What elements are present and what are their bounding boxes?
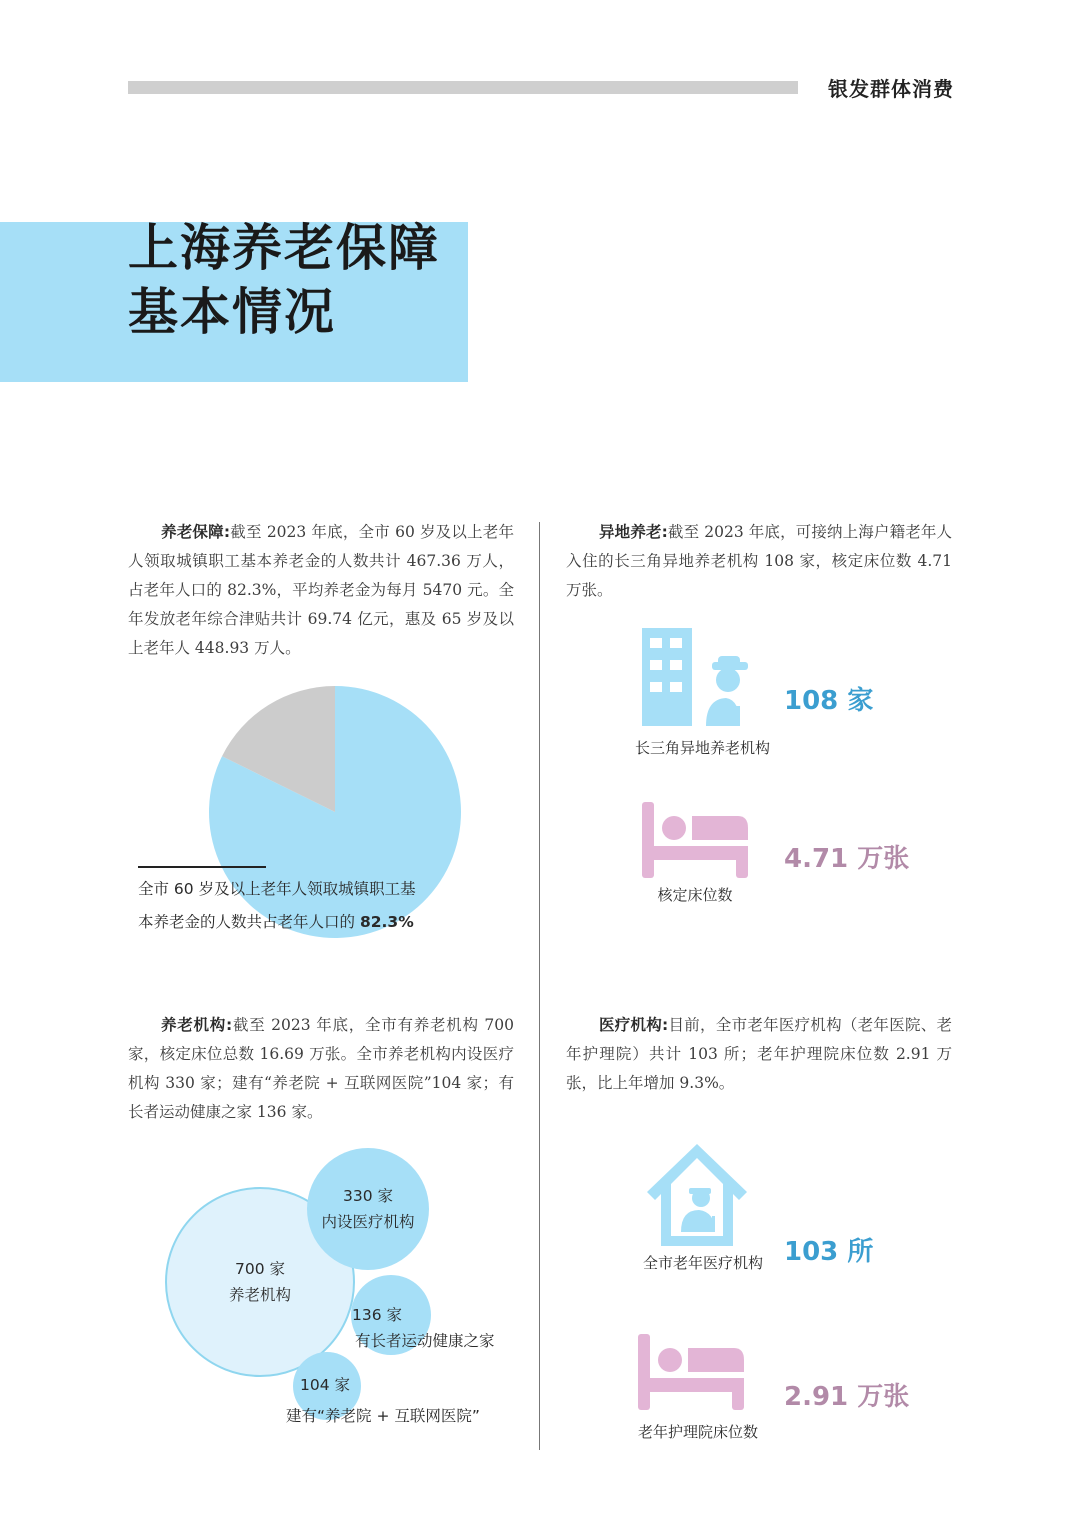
bubble-health-homes-label: 有长者运动健康之家 bbox=[355, 1332, 495, 1350]
bed-icon bbox=[640, 800, 752, 880]
remote-beds-value: 4.71 万张 bbox=[784, 844, 910, 874]
medical-paragraph bbox=[566, 1011, 952, 1098]
institution-paragraph bbox=[128, 1011, 514, 1127]
institution-body: 截至 2023 年底，全市有养老机构 700 家，核定床位总数 16.69 万张。全市养老机构内设医疗机构 330 家；建有“养老院 + 互联网医院”104 家；有长者运动健康之家 136 家。 bbox=[128, 1016, 514, 1121]
bubble-medical-units bbox=[307, 1148, 429, 1270]
header-bar bbox=[128, 81, 798, 94]
bubble-label: 养老机构 bbox=[228, 1286, 291, 1304]
bubble-label: 内设医疗机构 bbox=[321, 1213, 415, 1231]
remote-heading: 异地养老: bbox=[599, 523, 668, 541]
pie-caption-value: 82.3% bbox=[359, 913, 414, 931]
medical-institutions-value: 103 所 bbox=[784, 1237, 874, 1267]
section-title: 银发群体消费 bbox=[828, 77, 954, 101]
bubble-health-homes-count: 136 家 bbox=[352, 1306, 403, 1324]
pension-body: 截至 2023 年底，全市 60 岁及以上老年人领取城镇职工基本养老金的人数共计 467.36 万人，占老年人口的 82.3%，平均养老金为每月 5470 元。全年发放老年综合津贴共计 69.74 亿元，惠及 65 岁及以上老年人 448.93 万人。 bbox=[128, 523, 514, 657]
remote-care-paragraph bbox=[566, 518, 952, 605]
medical-institutions-label: 全市老年医疗机构 bbox=[642, 1254, 763, 1272]
page-title-line-1: 上海养老保障 bbox=[128, 218, 440, 277]
remote-institutions-value: 108 家 bbox=[784, 686, 874, 716]
medical-body: 目前，全市老年医疗机构（老年医院、老年护理院）共计 103 所；老年护理院床位数 2.91 万张，比上年增加 9.3%。 bbox=[566, 1016, 952, 1092]
nursing-beds-value: 2.91 万张 bbox=[784, 1382, 910, 1412]
nursing-beds-label: 老年护理院床位数 bbox=[637, 1423, 758, 1441]
caption-rule bbox=[138, 866, 266, 868]
bubble-internet-hospital-count: 104 家 bbox=[300, 1376, 351, 1394]
pie-caption-text: 全市 60 岁及以上老年人领取城镇职工基本养老金的人数共占老年人口的 bbox=[138, 880, 416, 931]
remote-body: 截至 2023 年底，可接纳上海户籍老年人入住的长三角异地养老机构 108 家，核定床位数 4.71 万张。 bbox=[566, 523, 952, 599]
pension-paragraph bbox=[128, 518, 514, 663]
bubble-count: 330 家 bbox=[342, 1187, 393, 1205]
bubble-count: 700 家 bbox=[234, 1260, 285, 1278]
bubble-internet-hospital-label: 建有“养老院 + 互联网医院” bbox=[286, 1407, 480, 1425]
bed-icon bbox=[636, 1332, 748, 1412]
column-divider bbox=[539, 522, 540, 1450]
medical-heading: 医疗机构: bbox=[599, 1016, 669, 1034]
pension-heading: 养老保障: bbox=[161, 523, 231, 541]
remote-institutions-label: 长三角异地养老机构 bbox=[634, 739, 770, 757]
institution-heading: 养老机构: bbox=[161, 1016, 233, 1034]
remote-beds-label: 核定床位数 bbox=[657, 886, 733, 904]
pie-caption bbox=[138, 873, 418, 939]
page-title-line-2: 基本情况 bbox=[128, 282, 336, 341]
house-elderly-icon bbox=[643, 1140, 751, 1250]
building-elderly-icon bbox=[640, 626, 752, 728]
